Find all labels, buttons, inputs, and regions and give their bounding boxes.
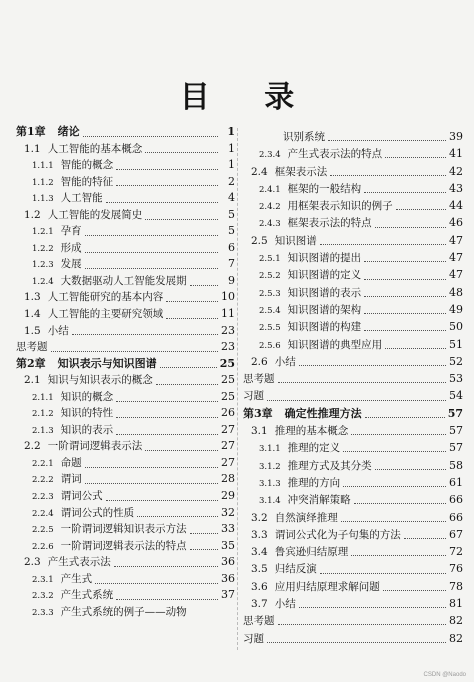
toc-entry-title: 小结: [274, 598, 296, 611]
toc-entry-title: 知识与知识表示的概念: [47, 374, 153, 387]
toc-page-number: 25: [221, 373, 235, 387]
toc-page-number: 4: [228, 191, 235, 205]
toc-dot-leader: [343, 478, 446, 487]
toc-dot-leader: [106, 492, 218, 501]
toc-page-number: 25: [219, 356, 235, 370]
toc-chapter-row: [243, 405, 463, 422]
toc-entry-title: 框架表示法: [274, 165, 328, 178]
toc-entry-title: 冲突消解策略: [287, 494, 351, 507]
toc-entry-number: 2.2.6: [32, 541, 54, 552]
toc-page-number: 54: [449, 389, 463, 403]
toc-entry-number: 2.2.5: [32, 525, 54, 536]
toc-entry-number: 第2章: [16, 356, 46, 370]
toc-page-number: 43: [449, 181, 463, 195]
toc-page-number: 66: [449, 493, 463, 507]
toc-entry-title: 确定性推理方法: [284, 406, 362, 420]
toc-dot-leader: [278, 374, 447, 383]
toc-entry-number: 1.4: [24, 308, 41, 321]
toc-entry-title: 知识图谱的构建: [287, 321, 362, 334]
toc-entry-number: 1.1.3: [32, 194, 54, 205]
toc-entry-number: 2.5.6: [259, 340, 281, 351]
toc-dot-leader: [85, 227, 218, 236]
toc-page-number: 57: [449, 441, 463, 455]
toc-entry-row: [243, 595, 463, 612]
toc-page-number: 6: [228, 240, 235, 254]
toc-entry-number: 第1章: [16, 125, 46, 138]
toc-dot-leader: [85, 260, 218, 269]
toc-page-number: 67: [449, 527, 463, 541]
toc-entry-row: [16, 190, 235, 207]
toc-dot-leader: [116, 161, 218, 170]
toc-entry-row: [16, 256, 235, 273]
toc-entry-number: 2.6: [251, 355, 268, 368]
toc-entry-number: 3.6: [251, 580, 268, 593]
toc-entry-title: 大数据驱动人工智能发展期: [60, 274, 187, 287]
toc-entry-title: 知识的特性: [60, 407, 114, 420]
toc-entry-number: 3.1.2: [259, 461, 281, 472]
toc-entry-title: 知识图谱的提出: [287, 252, 362, 265]
toc-entry-title: 小结: [47, 324, 69, 337]
toc-page-number: 5: [228, 224, 235, 238]
toc-entry-title: 用框架表示知识的例子: [287, 200, 393, 213]
toc-dot-leader: [166, 310, 218, 319]
toc-dot-leader: [166, 293, 218, 302]
toc-entry-title: 一阶谓词逻辑表示法: [47, 440, 143, 453]
toc-entry-title: 推理的定义: [287, 442, 341, 455]
toc-entry-title: 人工智能研究的基本内容: [47, 291, 164, 304]
toc-entry-title: 智能的特征: [60, 175, 114, 188]
toc-entry-title: 产生式表示法: [47, 556, 111, 569]
toc-entry-row: [243, 336, 463, 353]
toc-entry-number: 2.5.5: [259, 323, 281, 334]
toc-entry-number: 1.2.2: [32, 243, 54, 254]
toc-entry-number: 3.4: [251, 546, 268, 559]
toc-entry-title: 习题: [243, 632, 264, 645]
toc-entry-number: 2.2.1: [32, 458, 54, 469]
toc-entry-row: [243, 612, 463, 629]
toc-entry-title: 知识图谱的架构: [287, 303, 362, 316]
toc-page-number: 82: [449, 631, 463, 645]
toc-page-number: 82: [449, 614, 463, 628]
toc-dot-leader: [383, 582, 446, 591]
toc-entry-title: 人工智能的主要研究领域: [47, 308, 164, 321]
toc-entry-title: 谓词公式: [60, 490, 103, 503]
toc-entry-row: [16, 157, 235, 174]
toc-entry-number: 1.2: [24, 208, 41, 221]
toc-page-number: 32: [221, 505, 235, 519]
toc-entry-title: 人工智能: [60, 192, 103, 205]
toc-entry-title: 人工智能的基本概念: [47, 142, 143, 155]
toc-page-number: 61: [449, 475, 463, 489]
toc-dot-leader: [320, 565, 446, 574]
toc-dot-leader: [365, 409, 445, 418]
toc-page-number: 2: [228, 174, 235, 188]
toc-entry-row: [16, 455, 235, 472]
toc-entry-number: 2.2.4: [32, 508, 54, 519]
toc-entry-row: [16, 174, 235, 191]
toc-entry-number: 3.1.1: [259, 444, 281, 455]
toc-dot-leader: [330, 167, 446, 176]
toc-entry-row: [243, 491, 463, 508]
toc-dot-leader: [190, 541, 218, 550]
toc-entry-row: [243, 353, 463, 370]
toc-entry-number: 2.3.2: [32, 591, 54, 602]
toc-entry-row: [243, 457, 463, 474]
toc-entry-number: 1.5: [24, 324, 41, 337]
toc-page-number: 23: [221, 340, 235, 354]
toc-entry-title: 人工智能的发展简史: [47, 208, 143, 221]
toc-page-number: 81: [449, 597, 463, 611]
toc-dot-leader: [364, 322, 446, 331]
toc-entry-number: 2.2: [24, 440, 41, 453]
toc-entry-number: 3.5: [251, 563, 268, 576]
toc-entry-title: 命题: [60, 456, 82, 469]
toc-page-number: 66: [449, 510, 463, 524]
toc-entry-row: [16, 422, 235, 439]
toc-entry-row: [16, 306, 235, 323]
toc-dot-leader: [364, 271, 446, 280]
toc-dot-leader: [354, 495, 446, 504]
watermark: CSDN @Naodo: [423, 672, 466, 678]
toc-entry-title: 谓词公式化为子句集的方法: [274, 528, 401, 541]
toc-dot-leader: [341, 513, 446, 522]
page-title: 目 录: [179, 80, 317, 115]
toc-page-number: 52: [449, 354, 463, 368]
toc-entry-row: [16, 538, 235, 555]
toc-entry-title: 应用归结原理求解问题: [274, 580, 380, 593]
toc-page-number: 44: [449, 199, 463, 213]
toc-page-number: 72: [449, 545, 463, 559]
toc-entry-row: [243, 439, 463, 456]
toc-entry-title: 知识图谱的定义: [287, 269, 362, 282]
toc-dot-leader: [116, 393, 218, 402]
toc-entry-number: 1.2.1: [32, 227, 54, 238]
toc-entry-title: 谓词: [60, 473, 82, 486]
toc-entry-row: [16, 405, 235, 422]
toc-entry-row: [16, 488, 235, 505]
toc-chapter-row: [16, 124, 235, 141]
toc-dot-leader: [328, 132, 446, 141]
toc-entry-row: [243, 249, 463, 266]
toc-dot-leader: [267, 634, 446, 643]
toc-page-number: 36: [221, 571, 235, 585]
toc-entry-number: 2.4: [251, 165, 268, 178]
toc-entry-title: 绪论: [57, 125, 80, 138]
toc-entry-row: [243, 266, 463, 283]
toc-dot-leader: [145, 211, 218, 220]
toc-entry-row: [16, 389, 235, 406]
toc-column-right: [243, 128, 463, 647]
toc-dot-leader: [95, 575, 218, 584]
toc-page-number: 1: [227, 125, 235, 138]
toc-dot-leader: [116, 591, 218, 600]
toc-dot-leader: [83, 128, 218, 137]
toc-entry-row: [243, 370, 463, 387]
toc-page-number: 49: [449, 302, 463, 316]
toc-page-number: 46: [449, 216, 463, 230]
toc-entry-title: 知识表示与知识图谱: [57, 356, 157, 370]
toc-entry-title: 知识的概念: [60, 390, 114, 403]
toc-entry-title: 小结: [274, 355, 296, 368]
toc-entry-title: 知识图谱: [274, 234, 317, 247]
toc-entry-title: 思考题: [243, 615, 275, 628]
toc-entry-row: [16, 372, 235, 389]
toc-page-number: 27: [221, 422, 235, 436]
toc-page-number: 76: [449, 562, 463, 576]
toc-entry-number: 1.2.4: [32, 276, 54, 287]
toc-dot-leader: [351, 426, 446, 435]
toc-entry-row: [243, 214, 463, 231]
toc-page-number: 9: [228, 273, 235, 287]
toc-page-number: 5: [228, 207, 235, 221]
toc-entry-number: 2.4.3: [259, 219, 281, 230]
toc-entry-title: 推理方式及其分类: [287, 459, 372, 472]
toc-entry-row: [243, 180, 463, 197]
toc-page-number: 78: [449, 579, 463, 593]
toc-entry-title: 一阶谓词逻辑知识表示方法: [60, 523, 187, 536]
toc-page-number: 57: [447, 406, 463, 420]
toc-dot-leader: [299, 599, 446, 608]
toc-dot-leader: [114, 558, 218, 567]
column-divider: [237, 128, 238, 650]
toc-page-number: 23: [221, 323, 235, 337]
toc-page-number: 26: [221, 406, 235, 420]
toc-entry-number: 2.5.3: [259, 288, 281, 299]
toc-dot-leader: [404, 530, 446, 539]
toc-entry-row: [16, 521, 235, 538]
toc-entry-title: 知识图谱的表示: [287, 286, 362, 299]
toc-entry-row: [243, 422, 463, 439]
toc-dot-leader: [343, 443, 446, 452]
toc-entry-number: 2.1.3: [32, 425, 54, 436]
toc-dot-leader: [364, 288, 446, 297]
toc-entry-number: 2.2.2: [32, 475, 54, 486]
toc-entry-row: [243, 163, 463, 180]
toc-entry-row: [16, 604, 235, 621]
toc-page-number: 51: [449, 337, 463, 351]
toc-entry-number: 2.5.2: [259, 271, 281, 282]
toc-entry-title: 推理的方向: [287, 476, 341, 489]
toc-entry-row: [243, 543, 463, 560]
toc-entry-row: [243, 578, 463, 595]
toc-page-number: 1: [228, 158, 235, 172]
toc-dot-leader: [160, 359, 217, 368]
toc-entry-number: 3.1.4: [259, 496, 281, 507]
toc-entry-row: [243, 284, 463, 301]
toc-entry-number: 2.4.1: [259, 184, 281, 195]
toc-dot-leader: [116, 177, 218, 186]
toc-dot-leader: [137, 508, 218, 517]
toc-entry-title: 自然演绎推理: [274, 511, 338, 524]
toc-entry-title: 归结反演: [274, 563, 317, 576]
toc-entry-number: 3.2: [251, 511, 268, 524]
toc-entry-number: 2.1.2: [32, 409, 54, 420]
toc-entry-title: 产生式: [60, 572, 93, 585]
toc-entry-number: 1.2.3: [32, 260, 54, 271]
toc-page-number: 37: [221, 588, 235, 602]
toc-page-number: 11: [221, 307, 235, 321]
toc-entry-title: 识别系统: [283, 131, 325, 143]
toc-entry-row: [243, 318, 463, 335]
toc-entry-number: 2.3.3: [32, 607, 54, 618]
toc-page-number: 41: [449, 147, 463, 161]
toc-page-number: 7: [228, 257, 235, 271]
toc-entry-number: 2.5: [251, 234, 268, 247]
toc-entry-title: 产生式表示法的特点: [287, 148, 383, 161]
toc-page-number: 25: [221, 389, 235, 403]
toc-page-number: 33: [221, 522, 235, 536]
toc-dot-leader: [364, 184, 446, 193]
toc-entry-title: 一阶谓词逻辑表示法的特点: [60, 539, 187, 552]
toc-dot-leader: [145, 442, 218, 451]
toc-page-number: 50: [449, 320, 463, 334]
toc-entry-row: [16, 223, 235, 240]
toc-entry-number: 3.1.3: [259, 478, 281, 489]
toc-page-number: 47: [449, 268, 463, 282]
toc-entry-row: [16, 141, 235, 158]
toc-entry-row: [243, 630, 463, 647]
toc-entry-row: [16, 207, 235, 224]
toc-entry-number: 3.7: [251, 598, 268, 611]
toc-entry-row: [243, 474, 463, 491]
toc-page-number: 29: [221, 489, 235, 503]
toc-page-number: 1: [228, 141, 235, 155]
toc-entry-row: [16, 438, 235, 455]
toc-dot-leader: [190, 277, 218, 286]
toc-dot-leader: [267, 392, 446, 401]
toc-dot-leader: [375, 461, 446, 470]
toc-dot-leader: [385, 340, 446, 349]
toc-entry-number: 1.1: [24, 142, 41, 155]
toc-entry-number: 2.1.1: [32, 392, 54, 403]
toc-entry-title: 发展: [60, 258, 82, 271]
toc-entry-row: [243, 509, 463, 526]
toc-entry-number: 1.1.2: [32, 177, 54, 188]
toc-entry-title: 知识图谱的典型应用: [287, 338, 383, 351]
toc-dot-leader: [145, 144, 218, 153]
toc-entry-row: [243, 145, 463, 162]
toc-page-number: 53: [449, 372, 463, 386]
toc-dot-leader: [116, 426, 218, 435]
toc-entry-row: [16, 571, 235, 588]
toc-entry-title: 知识的表示: [60, 423, 114, 436]
toc-entry-row: [243, 197, 463, 214]
toc-page-number: 47: [449, 251, 463, 265]
toc-entry-title: 框架表示法的特点: [287, 217, 372, 230]
toc-entry-number: 2.3.4: [259, 150, 281, 161]
toc-entry-row: [16, 323, 235, 340]
toc-entry-row: [16, 240, 235, 257]
toc-entry-row: [16, 505, 235, 522]
toc-page-number: 58: [449, 458, 463, 472]
toc-dot-leader: [156, 376, 218, 385]
toc-entry-row: [16, 587, 235, 604]
toc-dot-leader: [51, 343, 219, 352]
toc-page-number: 47: [449, 233, 463, 247]
toc-dot-leader: [385, 149, 446, 158]
toc-page-number: 36: [221, 555, 235, 569]
toc-dot-leader: [396, 201, 446, 210]
toc-entry-title: 智能的概念: [60, 159, 114, 172]
toc-entry-number: 2.3.1: [32, 574, 54, 585]
toc-column-left: [16, 124, 235, 620]
toc-page-number: 57: [449, 424, 463, 438]
toc-dot-leader: [85, 244, 218, 253]
toc-page-number: 35: [221, 538, 235, 552]
toc-entry-title: 孕育: [60, 225, 82, 238]
toc-page-number: 42: [449, 164, 463, 178]
toc-entry-row: [16, 471, 235, 488]
toc-dot-leader: [364, 305, 446, 314]
toc-entry-number: 2.5.1: [259, 254, 281, 265]
toc-dot-leader: [375, 219, 446, 228]
toc-entry-number: 2.4.2: [259, 202, 281, 213]
toc-entry-title: 框架的一般结构: [287, 182, 362, 195]
toc-entry-title: 产生式系统: [60, 589, 114, 602]
toc-page-number: 27: [221, 439, 235, 453]
toc-entry-number: 2.5.4: [259, 305, 281, 316]
toc-entry-row: [243, 128, 463, 145]
toc-dot-leader: [85, 459, 218, 468]
toc-dot-leader: [116, 409, 218, 418]
toc-entry-number: 2.2.3: [32, 492, 54, 503]
toc-entry-number: 3.1: [251, 425, 268, 438]
toc-entry-row: [16, 273, 235, 290]
toc-dot-leader: [299, 357, 446, 366]
toc-dot-leader: [190, 525, 218, 534]
toc-entry-title: 鲁宾逊归结原理: [274, 546, 349, 559]
toc-entry-row: [243, 526, 463, 543]
toc-page-number: 28: [221, 472, 235, 486]
toc-page-number: 39: [449, 130, 463, 143]
toc-entry-row: [16, 289, 235, 306]
toc-entry-row: [243, 560, 463, 577]
toc-entry-row: [16, 339, 235, 356]
toc-page-number: 10: [221, 290, 235, 304]
toc-dot-leader: [351, 547, 446, 556]
toc-entry-row: [243, 301, 463, 318]
toc-entry-number: 第3章: [243, 406, 273, 420]
toc-entry-number: 2.3: [24, 556, 41, 569]
toc-entry-title: 形成: [60, 241, 82, 254]
toc-entry-number: 1.3: [24, 291, 41, 304]
toc-entry-title: 推理的基本概念: [274, 425, 349, 438]
toc-dot-leader: [364, 253, 446, 262]
toc-dot-leader: [320, 236, 446, 245]
toc-chapter-row: [16, 356, 235, 373]
toc-entry-title: 谓词公式的性质: [60, 506, 135, 519]
toc-entry-row: [16, 554, 235, 571]
toc-entry-number: 1.1.1: [32, 161, 54, 172]
toc-dot-leader: [278, 616, 447, 625]
toc-entry-row: [243, 387, 463, 404]
toc-entry-number: 3.3: [251, 528, 268, 541]
toc-entry-title: 思考题: [16, 341, 48, 354]
toc-page-number: 48: [449, 285, 463, 299]
toc-entry-title: 产生式系统的例子——动物: [60, 605, 187, 618]
toc-entry-title: 思考题: [243, 373, 275, 386]
toc-entry-title: 习题: [243, 390, 264, 403]
toc-entry-number: 2.1: [24, 374, 41, 387]
toc-dot-leader: [72, 326, 218, 335]
toc-dot-leader: [106, 194, 218, 203]
toc-page-number: 27: [221, 455, 235, 469]
toc-dot-leader: [85, 475, 218, 484]
toc-entry-row: [243, 232, 463, 249]
